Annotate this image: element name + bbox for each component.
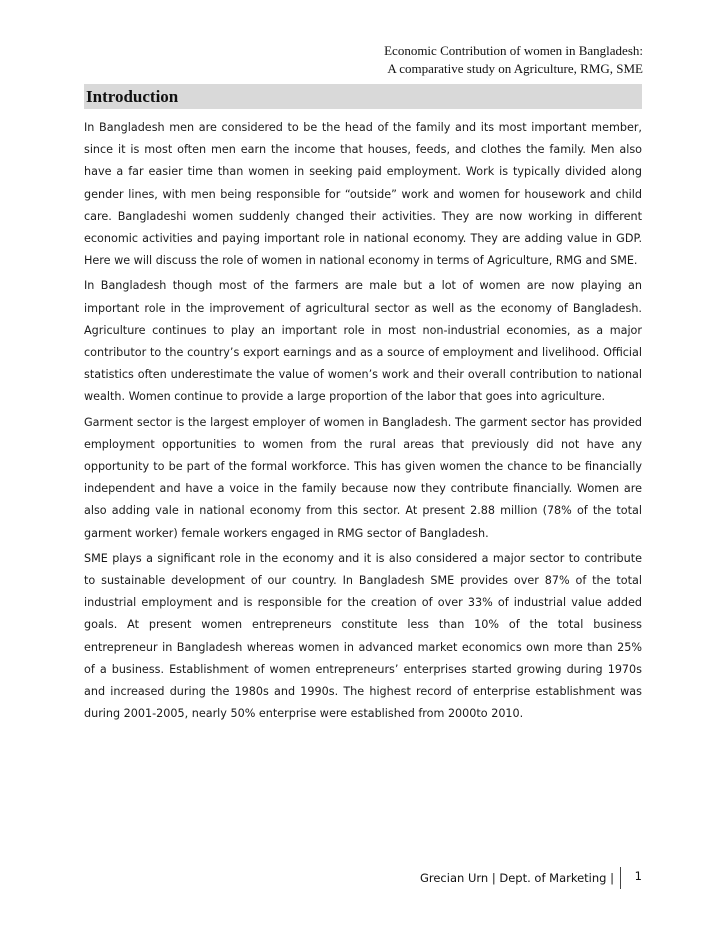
- header-title-line-1: Economic Contribution of women in Bangladesh:: [384, 43, 643, 58]
- paragraph-gender-roles: In Bangladesh men are considered to be the head of the family and its most important member, since it is most often men earn the income that houses, feeds, and clothes the family. Men also have a far easier time than women in seeking paid employment. Work is typically divided along gender lines, with men being responsible for “outside” work and women for housework and child care. Bangladeshi women suddenly changed their activities. They are now working in different economic activities and paying important role in national economy. They are adding value in GDP. Here we will discuss the role of women in national economy in terms of Agriculture, RMG and SME.: [84, 121, 642, 268]
- section-heading: Introduction: [84, 84, 642, 109]
- footer-divider: [620, 867, 621, 889]
- running-header: [384, 42, 643, 78]
- page-number: 1: [634, 869, 642, 883]
- footer-author-dept: Grecian Urn | Dept. of Marketing |: [419, 871, 614, 885]
- body-text: [84, 117, 642, 728]
- paragraph-garment-sector: Garment sector is the largest employer of women in Bangladesh. The garment sector has provided employment opportunities to women from the rural areas that previously did not have any opportunity to be part of the formal workforce. This has given women the chance to be financially independent and have a voice in the family because now they contribute financially. Women are also adding vale in national economy from this sector. At present 2.88 million (78% of the total garment worker) female workers engaged in RMG sector of Bangladesh.: [84, 415, 642, 540]
- header-title-line-2: A comparative study on Agriculture, RMG, SME: [387, 61, 643, 76]
- paragraph-agriculture: In Bangladesh though most of the farmers are male but a lot of women are now playing an important role in the improvement of agricultural sector as well as the economy of Bangladesh. Agriculture continues to play an important role in most non-industrial economies, as a major contributor to the country’s export earnings and as a source of employment and livelihood. Official statistics often underestimate the value of women’s work and their overall contribution to national wealth. Women continue to provide a large proportion of the labor that goes into agriculture.: [84, 279, 642, 404]
- paragraph-sme: SME plays a significant role in the economy and it is also considered a major sector to contribute to sustainable development of our country. In Bangladesh SME provides over 87% of the total industrial employment and is responsible for the creation of over 33% of industrial value added goals. At present women entrepreneurs constitute less than 10% of the total business entrepreneur in Bangladesh whereas women in advanced market economics own more than 25% of a business. Establishment of women entrepreneurs’ enterprises started growing during 1970s and increased during the 1980s and 1990s. The highest record of enterprise establishment was during 2001-2005, nearly 50% enterprise were established from 2000to 2010.: [84, 551, 642, 721]
- page-footer: [84, 867, 642, 889]
